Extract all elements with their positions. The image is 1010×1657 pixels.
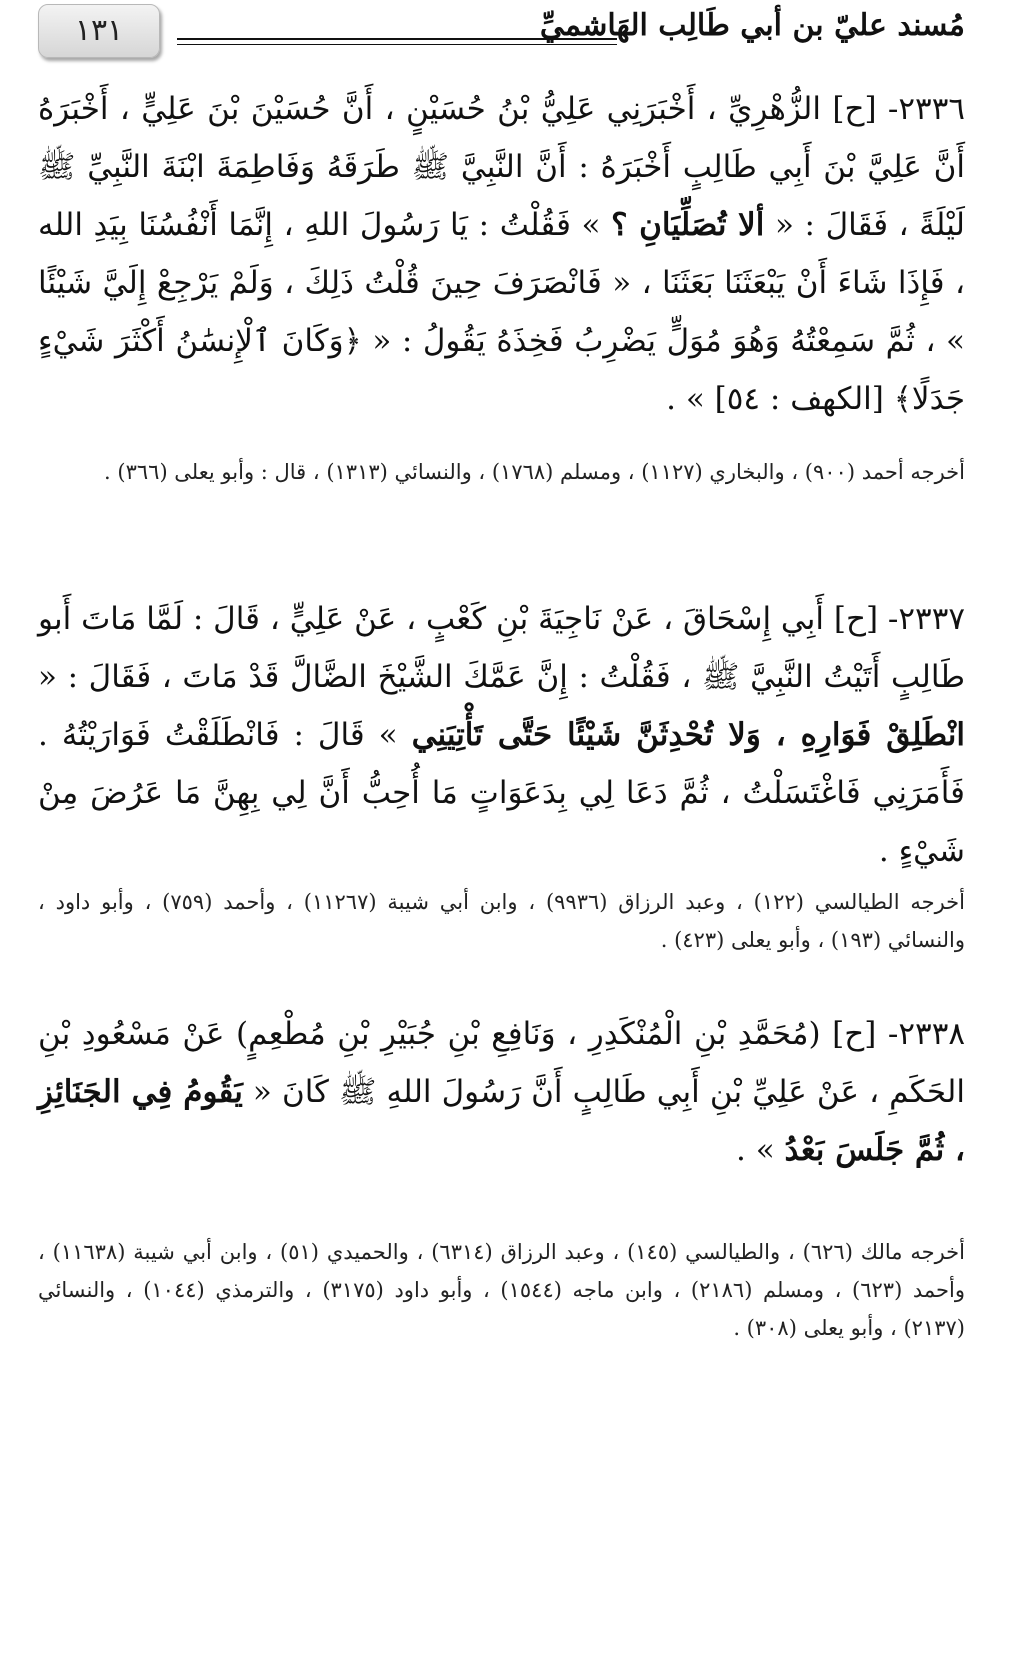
- page-number: ١٣١: [74, 13, 124, 48]
- takhrij-text: أخرجه الطيالسي (١٢٢) ، وعبد الرزاق (٩٩٣٦) ، وابن أبي شيبة (١١٢٦٧) ، وأحمد (٧٥٩) ، وأبو داود ، والنسائي (١٩٣) ، وأبو يعلى (٤٢٣) .: [38, 890, 965, 952]
- page-header: [0, 0, 1010, 70]
- takhrij-2336: [38, 445, 965, 491]
- hadith-text-part: ٢٣٣٨- [ح] (مُحَمَّدِ بْنِ الْمُنْكَدِرِ ، وَنَافِعِ بْنِ جُبَيْرِ بْنِ مُطْعِمٍ) عَنْ مَسْعُودِ بْنِ الحَكَمِ ، عَنْ عَلِيِّ بْنِ أَبِي طَالِبٍ أَنَّ رَسُولَ اللهِ ﷺ كَانَ «: [38, 1016, 965, 1110]
- page-number-tab: [38, 4, 160, 58]
- hadith-text: [38, 590, 965, 880]
- hadith-text-part: » .: [736, 1132, 785, 1168]
- hadith-text-part: ٢٣٣٦- [ح] الزُّهْرِيِّ ، أَخْبَرَنِي عَلِيُّ بْنُ حُسَيْنٍ ، أَنَّ حُسَيْنَ بْنَ عَلِيٍّ ، أَخْبَرَهُ أَنَّ عَلِيَّ بْنَ أَبِي طَالِبٍ أَخْبَرَهُ : أَنَّ النَّبِيَّ ﷺ طَرَقَهُ وَفَاطِمَةَ ابْنَةَ النَّبِيِّ ﷺ لَيْلَةً ، فَقَالَ : «: [38, 91, 965, 243]
- hadith-2336: [38, 80, 965, 428]
- takhrij-2337: [38, 875, 965, 959]
- running-title: مُسند عليّ بن أبي طَالِب الهَاشميِّ: [539, 8, 965, 43]
- hadith-2338: [38, 1005, 965, 1179]
- takhrij-text: أخرجه أحمد (٩٠٠) ، والبخاري (١١٢٧) ، ومسلم (١٧٦٨) ، والنسائي (١٣١٣) ، قال : وأبو يعلى (٣٦٦) .: [104, 460, 965, 484]
- takhrij-text: أخرجه مالك (٦٢٦) ، والطيالسي (١٤٥) ، وعبد الرزاق (٦٣١٤) ، والحميدي (٥١) ، وابن أبي شيبة (١١٦٣٨) ، وأحمد (٦٢٣) ، ومسلم (٢١٨٦) ، وابن ماجه (١٥٤٤) ، وأبو داود (٣١٧٥) ، والترمذي (١٠٤٤) ، والنسائي (٢١٣٧) ، وأبو يعلى (٣٠٨) .: [38, 1240, 966, 1340]
- hadith-text-part: ٢٣٣٧- [ح] أَبِي إِسْحَاقَ ، عَنْ نَاجِيَةَ بْنِ كَعْبٍ ، عَنْ عَلِيٍّ ، قَالَ : لَمَّا مَاتَ أَبو طَالِبٍ أَتَيْتُ النَّبِيَّ ﷺ ، فَقُلْتُ : إِنَّ عَمَّكَ الشَّيْخَ الضَّالَّ قَدْ مَاتَ ، فَقَالَ : «: [38, 601, 965, 695]
- hadith-bold-quote: ألا تُصَلِّيَانِ ؟: [611, 207, 765, 243]
- hadith-text: [38, 1005, 965, 1179]
- hadith-text: [38, 80, 965, 428]
- hadith-bold-quote: يَقُومُ فِي الجَنَائِزِ ، ثُمَّ جَلَسَ بَعْدُ: [38, 1074, 965, 1168]
- hadith-bold-quote: انْطَلِقْ فَوَارِهِ ، وَلا تُحْدِثَنَّ شَيْئًا حَتَّى تَأْتِيَنِي: [411, 717, 965, 753]
- takhrij-2338: [38, 1225, 965, 1347]
- hadith-text-part: » قَالَ : فَانْطَلَقْتُ فَوَارَيْتُهُ . فَأَمَرَنِي فَاغْتَسَلْتُ ، ثُمَّ دَعَا لِي بِدَعَوَاتٍ مَا أُحِبُّ أَنَّ لِي بِهِنَّ مَا عَرُضَ مِنْ شَيْءٍ .: [38, 717, 965, 869]
- hadith-text-part: » فَقُلْتُ : يَا رَسُولَ اللهِ ، إِنَّمَا أَنْفُسُنَا بِيَدِ الله ، فَإِذَا شَاءَ أَنْ يَبْعَثَنَا بَعَثَنَا ، « فَانْصَرَفَ حِينَ قُلْتُ ذَلِكَ ، وَلَمْ يَرْجِعْ إِلَيَّ شَيْئًا » ، ثُمَّ سَمِعْتُهُ وَهُوَ مُوَلٍّ يَضْرِبُ فَخِذَهُ يَقُولُ : « ﴿وَكَانَ ٱلْإِنسَٰنُ أَكْثَرَ شَيْءٍ جَدَلًا﴾ [الكهف : ٥٤] » .: [38, 207, 965, 417]
- hadith-2337: [38, 590, 965, 880]
- header-rule-thin: [177, 44, 617, 45]
